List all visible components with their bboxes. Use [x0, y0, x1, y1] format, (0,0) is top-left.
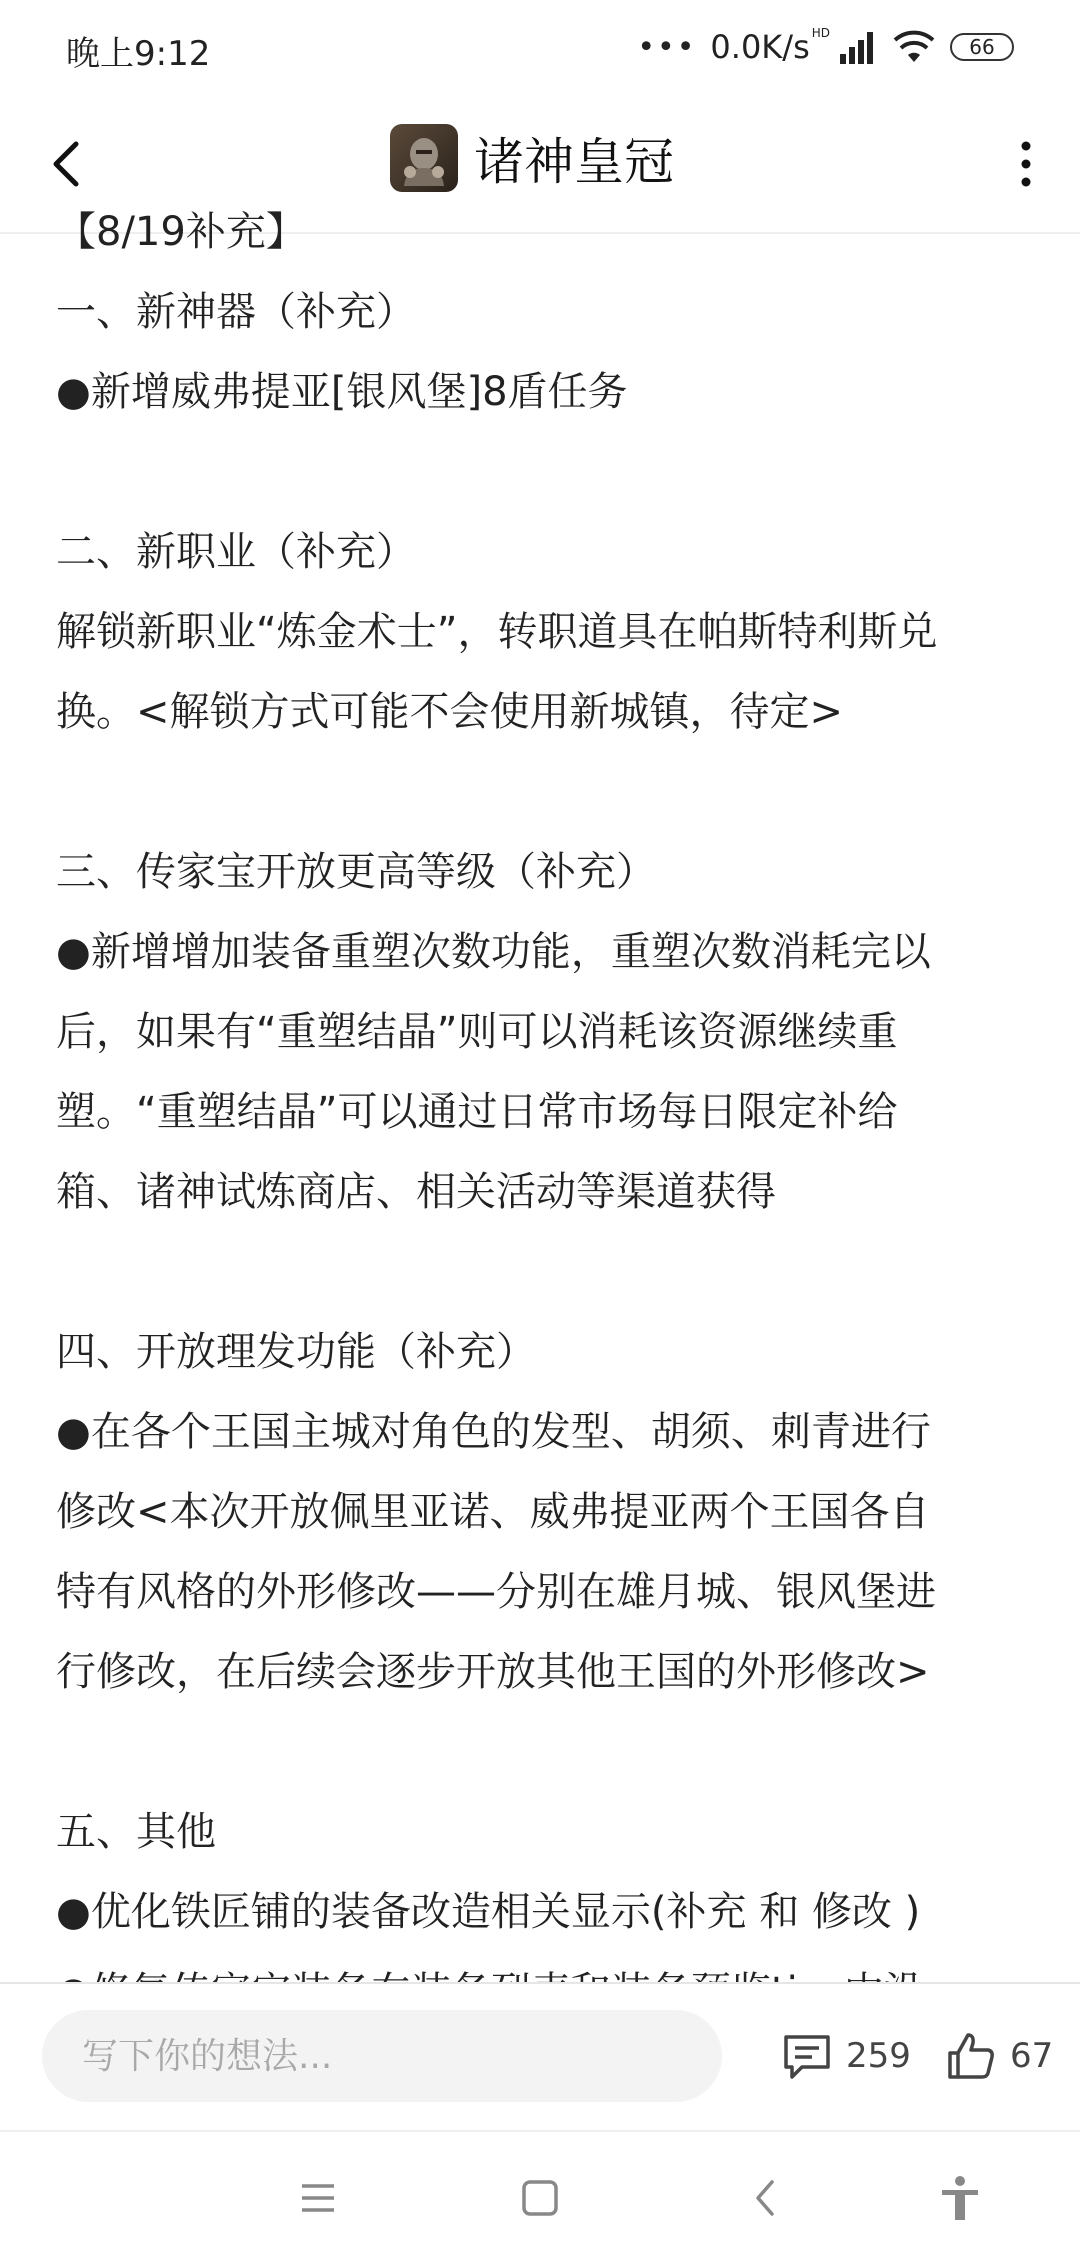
article-line: 后，如果有“重塑结晶”则可以消耗该资源继续重 — [56, 1009, 898, 1055]
article-line: 修改<本次开放佩里亚诺、威弗提亚两个王国各自 — [56, 1489, 930, 1535]
battery-level: 66 — [969, 35, 995, 59]
article-line: 行修改，在后续会逐步开放其他王国的外形修改> — [56, 1649, 930, 1695]
blank-line — [56, 752, 1036, 832]
status-bar — [0, 0, 1080, 96]
wifi-icon — [892, 30, 936, 64]
signal-icon — [838, 30, 878, 64]
like-button[interactable] — [944, 2018, 1053, 2094]
page-title: 诸神皇冠 — [474, 133, 674, 191]
article-line: ●新增威弗提亚[银风堡]8盾任务 — [56, 369, 628, 415]
home-icon[interactable] — [514, 2172, 566, 2224]
article-line: 特有风格的外形修改——分别在雄月城、银风堡进 — [56, 1569, 936, 1615]
article-line: 【8/19补充】 — [56, 209, 306, 255]
menu-icon[interactable] — [292, 2172, 344, 2224]
network-speed: 0.0K/s — [710, 28, 810, 66]
comment-action-bar — [0, 1982, 1080, 2130]
blank-line — [56, 432, 1036, 512]
knight-helmet-icon — [394, 128, 454, 188]
section-heading: 五、其他 — [56, 1809, 216, 1855]
section-heading: 三、传家宝开放更高等级（补充） — [56, 849, 656, 895]
game-logo-icon — [390, 124, 458, 192]
article-line: ●优化铁匠铺的装备改造相关显示(补充 和 修改 ) — [56, 1889, 921, 1935]
system-nav-bar — [0, 2130, 1080, 2262]
back-nav-icon[interactable] — [740, 2172, 792, 2224]
comments-button[interactable] — [780, 2018, 911, 2094]
blank-line — [56, 1232, 1036, 1312]
chevron-left-icon[interactable] — [36, 132, 100, 196]
section-heading: 二、新职业（补充） — [56, 529, 416, 575]
section-heading: 四、开放理发功能（补充） — [56, 1329, 536, 1375]
like-count: 67 — [1010, 2036, 1054, 2076]
notification-dots: ••• — [637, 29, 697, 65]
hd-badge: HD — [811, 26, 830, 40]
article-line: 解锁新职业“炼金术士”，转职道具在帕斯特利斯兑 — [56, 609, 938, 655]
section-heading: 一、新神器（补充） — [56, 289, 416, 335]
comment-icon — [780, 2029, 834, 2083]
more-vertical-icon[interactable] — [1012, 132, 1040, 196]
status-indicators — [637, 24, 1014, 70]
article-line: 塑。“重塑结晶”可以通过日常市场每日限定补给 — [56, 1089, 898, 1135]
article-content — [56, 209, 1036, 1982]
accessibility-icon[interactable] — [934, 2172, 986, 2224]
article-line: 换。<解锁方式可能不会使用新城镇，待定> — [56, 689, 844, 735]
header-title-group — [390, 122, 674, 194]
blank-line — [56, 1712, 1036, 1792]
article-line: ●新增增加装备重塑次数功能，重塑次数消耗完以 — [56, 929, 931, 975]
comment-count: 259 — [846, 2036, 911, 2076]
status-time: 晚上9:12 — [66, 34, 211, 74]
battery-icon — [950, 33, 1014, 61]
thumbs-up-icon — [944, 2029, 998, 2083]
article-line: ●在各个王国主城对角色的发型、胡须、刺青进行 — [56, 1409, 931, 1455]
article-line: 箱、诸神试炼商店、相关活动等渠道获得 — [56, 1169, 776, 1215]
comment-input[interactable] — [42, 2010, 722, 2102]
